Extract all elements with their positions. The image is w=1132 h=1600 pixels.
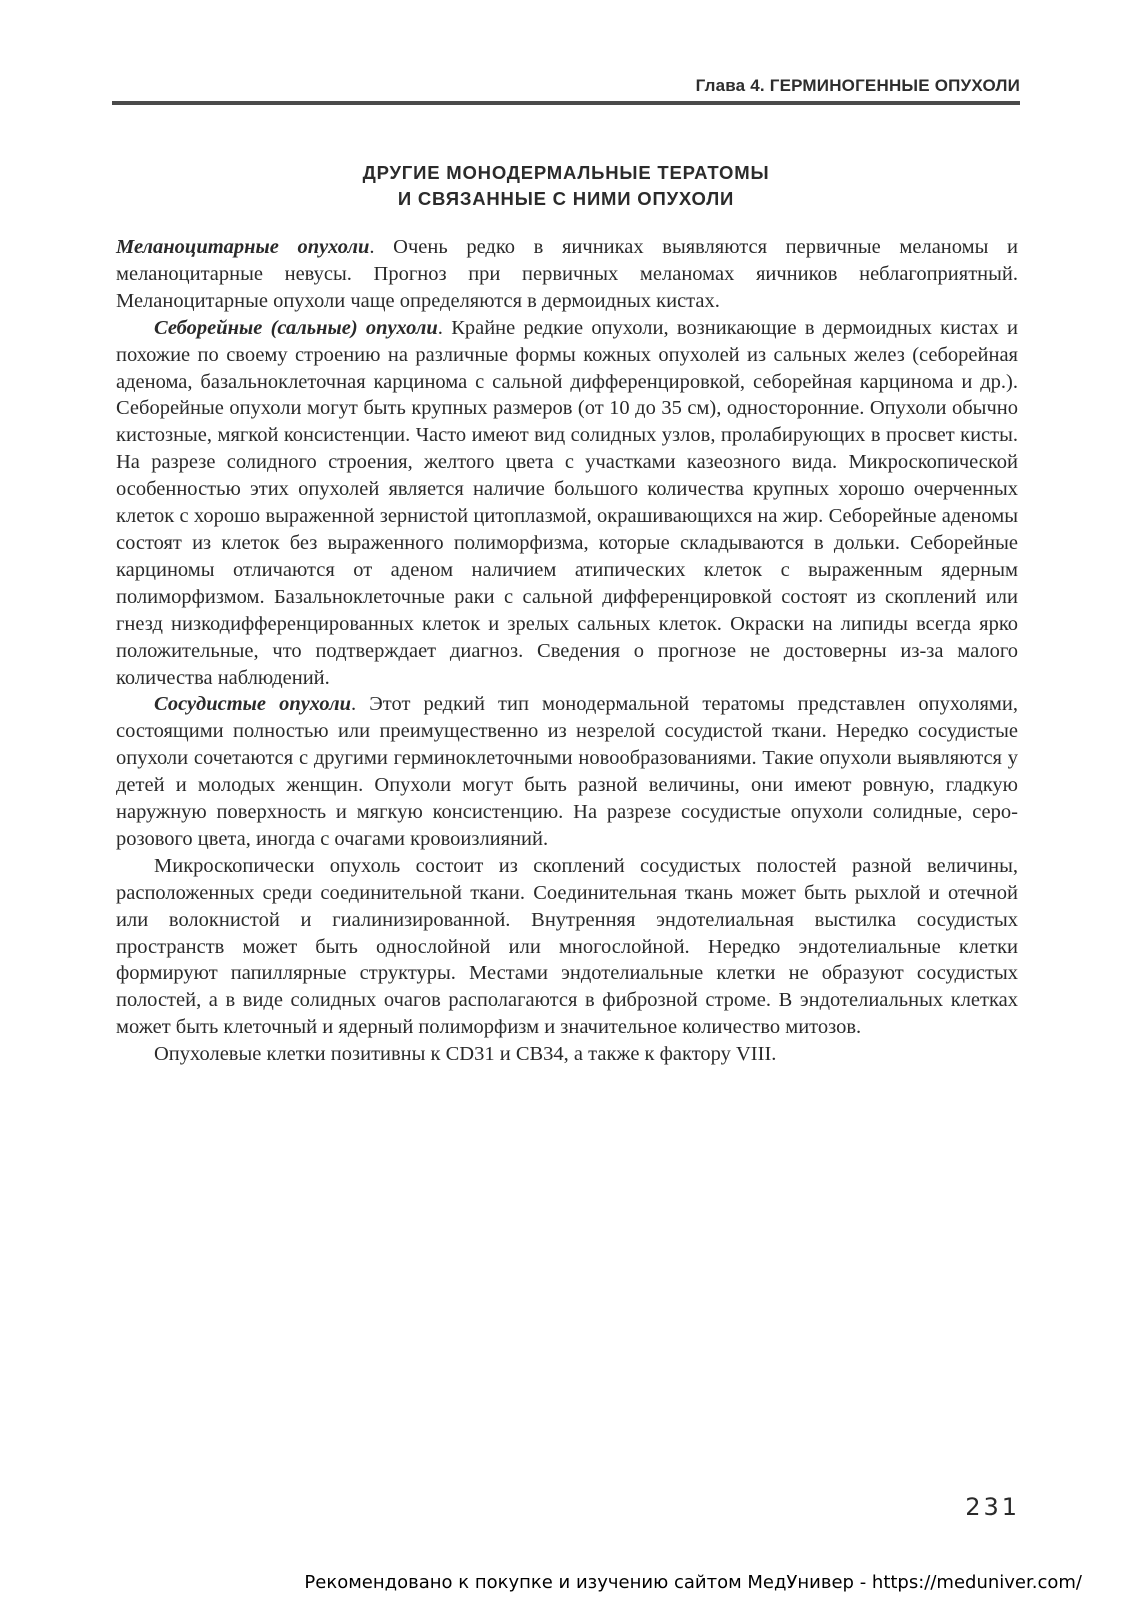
- paragraph-text: . Крайне редкие опухоли, возникающие в дермоидных кистах и похожие по своему строению на различные формы кожных опухолей из сальных желез (себорейная аденома, базальноклеточная карцинома с сальной дифференцировкой, себорейная карцинома и др.). Себорейные опухоли могут быть крупных размеров (от 10 до 35 см), односторонние. Опухоли обычно кистозные, мягкой консистенции. Часто имеют вид солидных узлов, пролабирующих в просвет кисты. На разрезе солидного строения, желтого цвета с участками казеозного вида. Микроскопической особенностью этих опухолей является наличие большого количества крупных хорошо очерченных клеток с хорошо выраженной зернистой цитоплазмой, окрашивающихся на жир. Себорейные аденомы состоят из клеток без выраженного полиморфизма, которые складываются в дольки. Себорейные карциномы отличаются от аденом наличием атипических клеток с выраженным ядерным полиморфизмом. Базальноклеточные раки с сальной дифференцировкой состоят из скоплений или гнезд низкодифференцированных клеток и зрелых сальных клеток. Окраски на липиды всегда ярко положительные, что подтверждает диагноз. Сведения о прогнозе не достоверны из-за малого количества наблюдений.: [116, 316, 1018, 689]
- header-rule: [112, 101, 1020, 105]
- footer-note: Рекомендовано к покупке и изучению сайтом МедУнивер - https://meduniver.com/: [304, 1572, 1082, 1593]
- section-title-line-1: ДРУГИЕ МОНОДЕРМАЛЬНЫЕ ТЕРАТОМЫ: [362, 162, 770, 183]
- paragraph-lead: Сосудистые опухоли: [154, 693, 351, 716]
- running-head: Глава 4. ГЕРМИНОГЕННЫЕ ОПУХОЛИ: [695, 76, 1020, 95]
- paragraph-immunohistochemistry: [116, 1041, 1018, 1068]
- paragraph-vascular: [116, 691, 1018, 852]
- paragraph-melanocytic: [116, 234, 1018, 315]
- body-text: [116, 234, 1018, 1068]
- paragraph-sebaceous: [116, 315, 1018, 692]
- section-title-line-2: И СВЯЗАННЫЕ С НИМИ ОПУХОЛИ: [397, 188, 735, 209]
- page-number: 231: [965, 1493, 1020, 1521]
- paragraph-lead: Меланоцитарные опухоли: [116, 236, 370, 258]
- section-title: [112, 160, 1020, 212]
- paragraph-text: . Очень редко в яичниках выявляются первичные меланомы и меланоцитарные невусы. Прогноз при первичных меланомах яичников неблагоприятный. Меланоцитарные опухоли чаще определяются в дермоидных кистах.: [116, 236, 1018, 312]
- paragraph-text: Опухолевые клетки позитивны к CD31 и CB34, а также к фактору VIII.: [154, 1043, 777, 1066]
- paragraph-text: Микроскопически опухоль состоит из скоплений сосудистых полостей разной величины, расположенных среди соединительной ткани. Соединительная ткань может быть рыхлой и отечной или волокнистой и гиалинизированной. Внутренняя эндотелиальная выстилка сосудистых пространств может быть однослойной или многослойной. Нередко эндотелиальные клетки формируют папиллярные структуры. Местами эндотелиальные клетки не образуют сосудистых полостей, а в виде солидных очагов располагаются в фиброзной строме. В эндотелиальных клетках может быть клеточный и ядерный полиморфизм и значительное количество митозов.: [116, 854, 1018, 1039]
- paragraph-text: . Этот редкий тип монодермальной тератомы представлен опухолями, состоящими полностью или преимущественно из незрелой сосудистой ткани. Нередко сосудистые опухоли сочетаются с другими герминоклеточными новообразованиями. Такие опухоли выявляются у детей и молодых женщин. Опухоли могут быть разной величины, они имеют ровную, гладкую наружную поверхность и мягкую консистенцию. На разрезе сосудистые опухоли солидные, серо-розового цвета, иногда с очагами кровоизлияний.: [116, 693, 1018, 850]
- paragraph-lead: Себорейные (сальные) опухоли: [154, 316, 438, 339]
- paragraph-microscopy: [116, 853, 1018, 1041]
